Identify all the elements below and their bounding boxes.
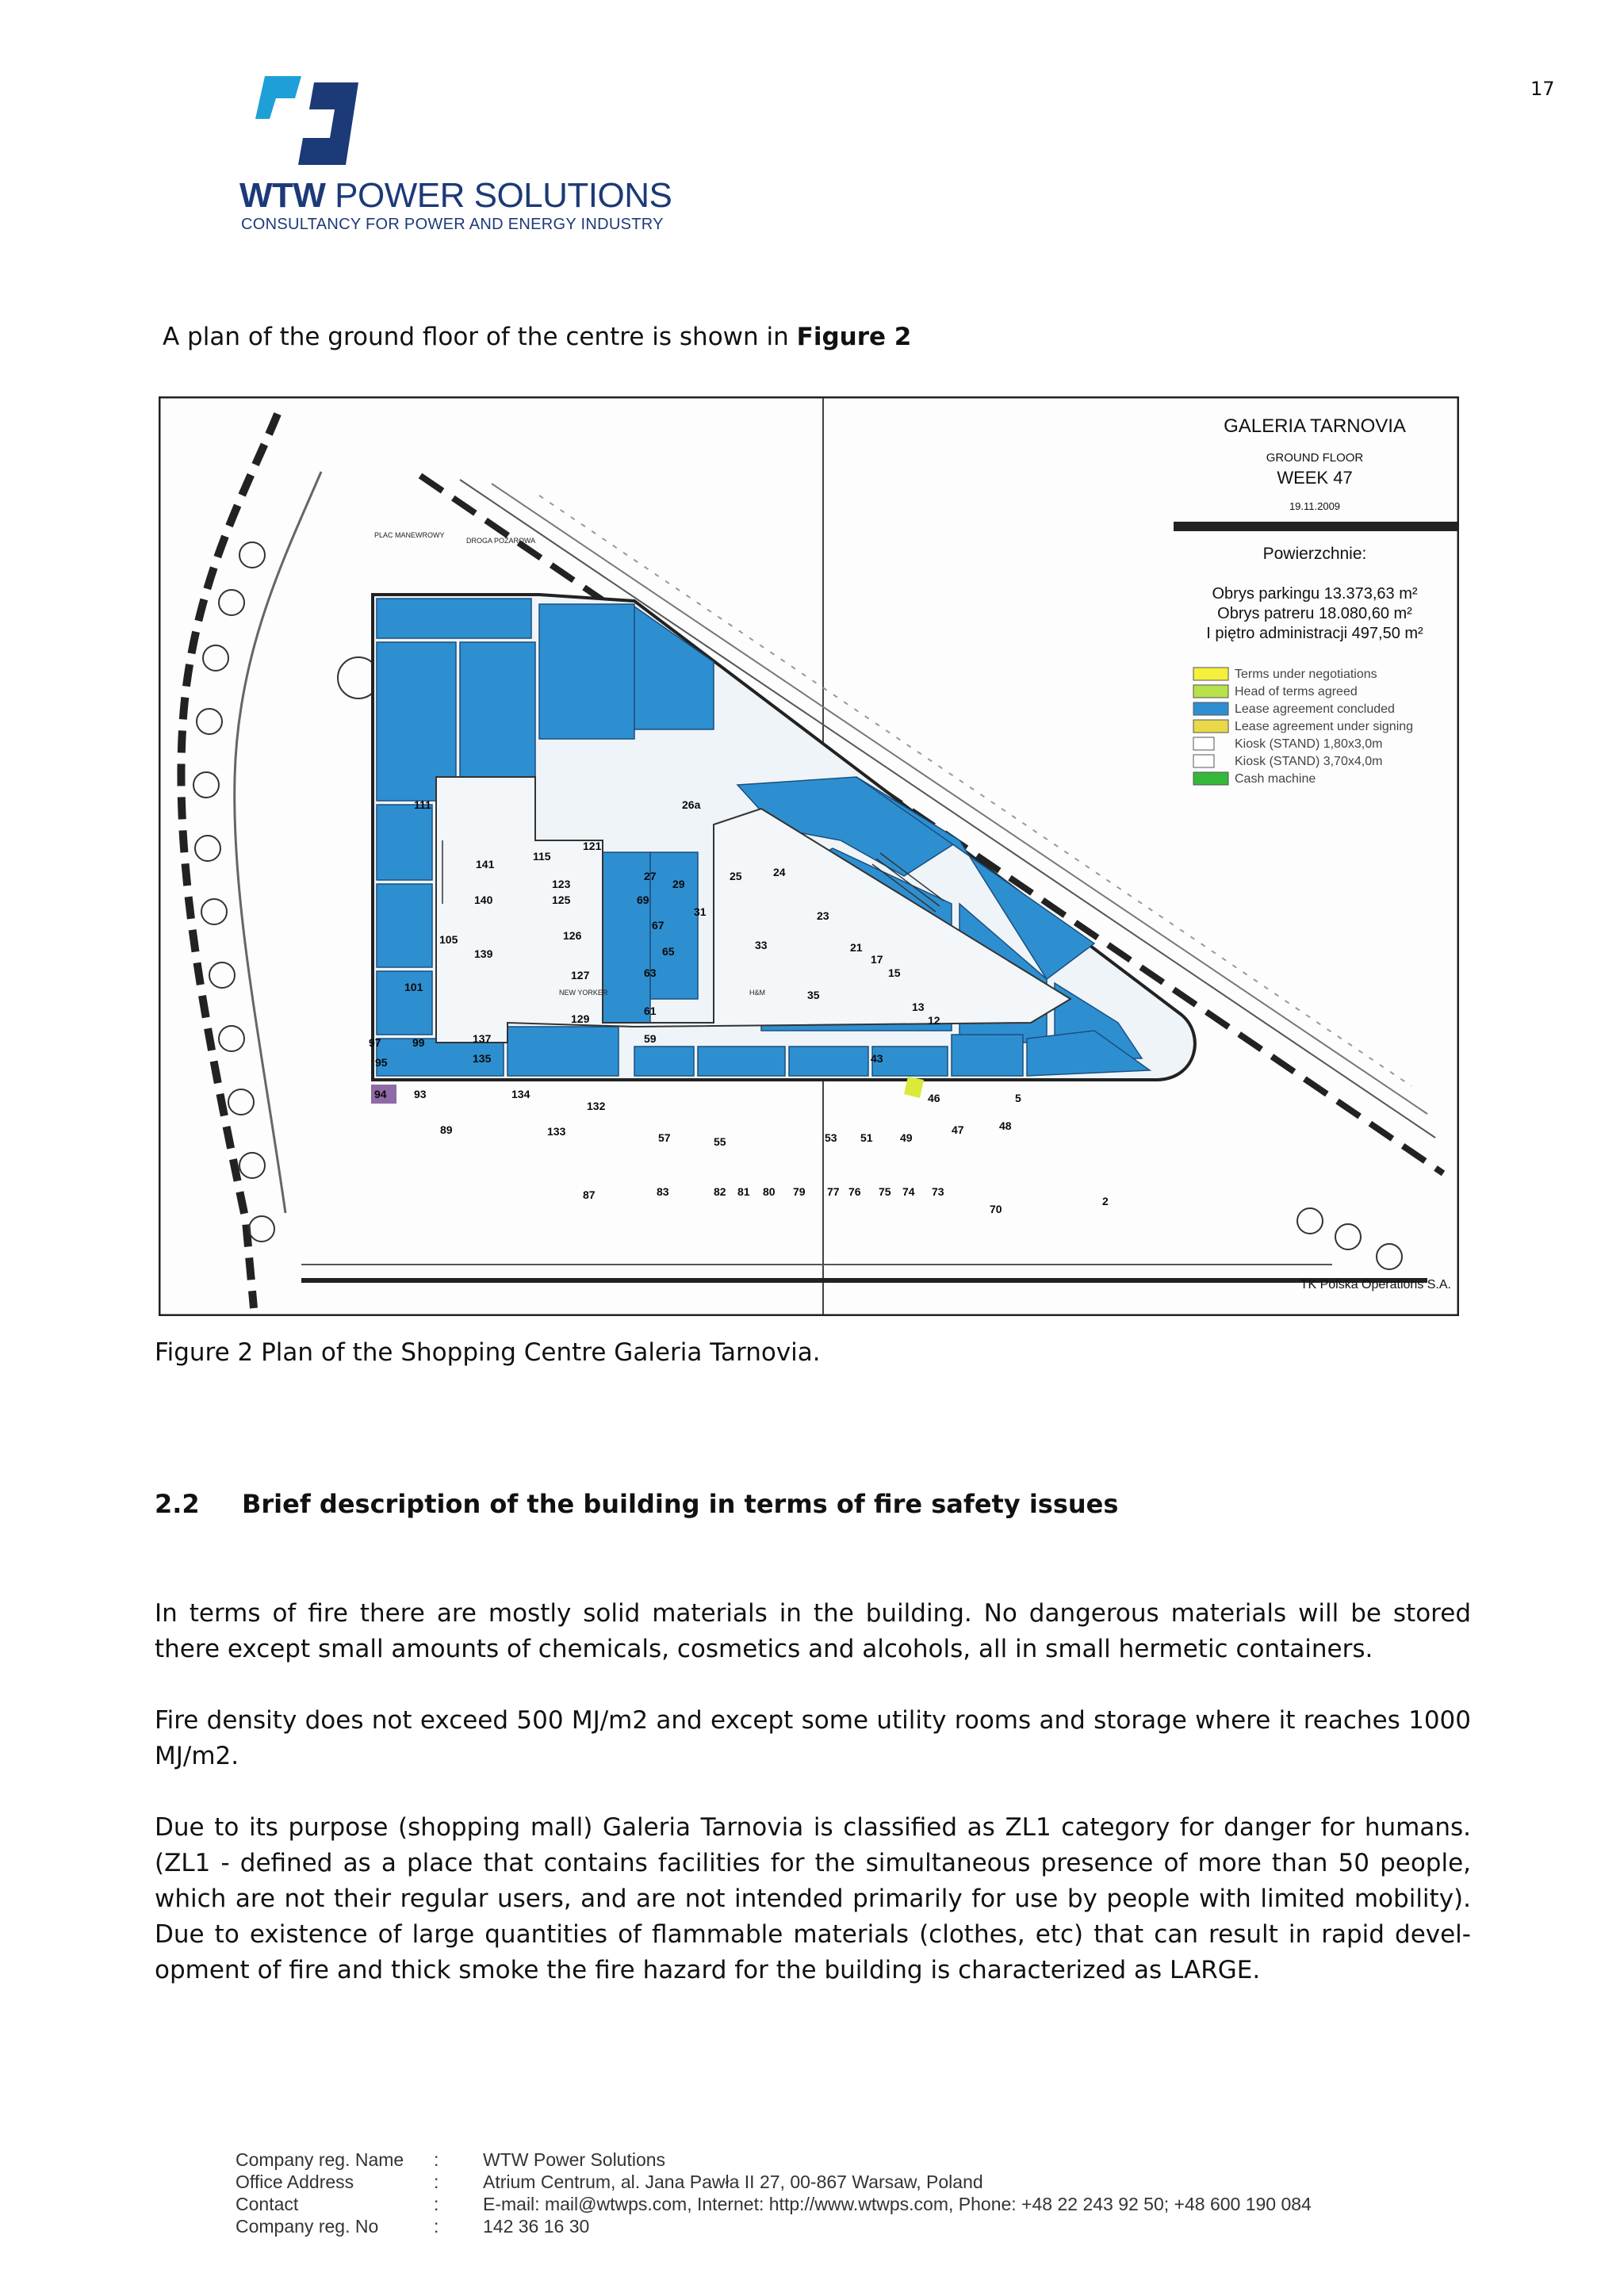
footer-label: Company reg. No bbox=[236, 2216, 379, 2237]
figure-reference: Figure 2 bbox=[796, 323, 912, 351]
plan-title: GALERIA TARNOVIA bbox=[1224, 415, 1406, 437]
footer-label: Contact bbox=[236, 2194, 299, 2214]
unit-label: 35 bbox=[807, 989, 820, 1001]
plan-company: TK Polska Operations S.A. bbox=[1300, 1278, 1451, 1292]
plan-date: 19.11.2009 bbox=[1289, 500, 1341, 512]
unit-label: 125 bbox=[552, 894, 571, 906]
intro-text: A plan of the ground floor of the centre is shown in Figure 2 bbox=[163, 323, 912, 351]
footer-separator: : bbox=[434, 2216, 439, 2237]
legend-swatch bbox=[1193, 737, 1214, 750]
unit-label: 77 bbox=[827, 1185, 840, 1198]
unit-label: 101 bbox=[404, 981, 423, 993]
unit-label: 94 bbox=[374, 1088, 387, 1100]
legend-swatch bbox=[1193, 702, 1228, 715]
wtw-logo-icon bbox=[255, 76, 358, 165]
footer-value: 142 36 16 30 bbox=[483, 2216, 590, 2237]
footer bbox=[236, 2149, 1425, 2244]
paragraph: Due to its purpose (shopping mall) Galeria Tarnovia is classified as ZL1 category for danger for humans. (ZL1 - defined as a place that contains facilities for the simultaneous presence of more than 50 people, which are not their regular users, and are not intended primarily for use by people with limited mobility). Due to existence of large quantities of flammable materials (clothes, etc) that can result in rapid devel-opment of fire and thick smoke the fire hazard for the building is characterized as LARGE. bbox=[155, 1813, 1471, 1984]
plan-label-newyorker: NEW YORKER bbox=[559, 989, 608, 997]
unit-label: 126 bbox=[563, 929, 582, 942]
plan-area-ground: Obrys patreru 18.080,60 m² bbox=[1217, 605, 1412, 622]
plan-area-parking: Obrys parkingu 13.373,63 m² bbox=[1212, 585, 1418, 603]
footer-value: Atrium Centrum, al. Jana Pawła II 27, 00-867 Warsaw, Poland bbox=[483, 2172, 983, 2192]
unit-label: 140 bbox=[474, 894, 493, 906]
unit-label: 87 bbox=[583, 1188, 596, 1201]
unit-label: 83 bbox=[657, 1185, 669, 1198]
unit-label: 46 bbox=[928, 1092, 940, 1104]
legend-label: Head of terms agreed bbox=[1235, 685, 1358, 698]
unit-label: 99 bbox=[412, 1036, 425, 1049]
unit-label: 48 bbox=[999, 1119, 1012, 1132]
unit-label: 95 bbox=[375, 1056, 388, 1069]
unit-label: 75 bbox=[879, 1185, 891, 1198]
unit-label: 17 bbox=[871, 953, 883, 966]
legend-swatch bbox=[1193, 668, 1228, 680]
unit-label: 73 bbox=[932, 1185, 944, 1198]
figure-caption: Figure 2 Plan of the Shopping Centre Galeria Tarnovia. bbox=[155, 1338, 821, 1367]
legend-swatch bbox=[1193, 720, 1228, 733]
unit-label: 132 bbox=[587, 1100, 606, 1112]
unit-label: 29 bbox=[672, 878, 685, 890]
unit-label: 47 bbox=[952, 1123, 964, 1136]
unit-label: 57 bbox=[658, 1131, 671, 1144]
plan-subtitle: GROUND FLOOR bbox=[1266, 451, 1364, 465]
unit-label: 2 bbox=[1102, 1195, 1109, 1207]
unit-label: 24 bbox=[773, 866, 786, 878]
unit-label: 74 bbox=[902, 1185, 915, 1198]
unit-label: 23 bbox=[817, 909, 829, 922]
unit-label: 31 bbox=[694, 905, 707, 918]
unit-label: 133 bbox=[547, 1125, 566, 1138]
plan-week: WEEK 47 bbox=[1277, 468, 1353, 488]
unit-label: 137 bbox=[473, 1032, 492, 1045]
legend-swatch bbox=[1193, 685, 1228, 698]
unit-label: 82 bbox=[714, 1185, 726, 1198]
unit-label: 76 bbox=[848, 1185, 861, 1198]
section-number: 2.2 bbox=[155, 1489, 200, 1519]
footer-separator: : bbox=[434, 2172, 439, 2192]
unit-label: 21 bbox=[850, 941, 863, 954]
legend-label: Lease agreement concluded bbox=[1235, 702, 1395, 716]
footer-value: E-mail: mail@wtwps.com, Internet: http://www.wtwps.com, Phone: +48 22 243 92 50; +48 600 190 084 bbox=[483, 2194, 1312, 2214]
legend-swatch bbox=[1193, 755, 1214, 767]
footer-separator: : bbox=[434, 2149, 439, 2170]
unit-label: 26a bbox=[682, 798, 701, 811]
unit-label: 61 bbox=[644, 1004, 657, 1017]
paragraph: In terms of fire there are mostly solid materials in the building. No dangerous materials will be stored there except small amounts of chemicals, cosmetics and alcohols, all in small hermetic containers. bbox=[155, 1599, 1471, 1663]
unit-label: 97 bbox=[369, 1036, 381, 1049]
legend-label: Cash machine bbox=[1235, 772, 1316, 786]
legend-label: Kiosk (STAND) 1,80x3,0m bbox=[1235, 737, 1383, 751]
unit-label: 135 bbox=[473, 1052, 492, 1065]
unit-label: 59 bbox=[644, 1032, 657, 1045]
logo-company-name: WTW POWER SOLUTIONS bbox=[239, 176, 672, 215]
floor-plan-figure bbox=[159, 396, 1459, 1316]
section-heading bbox=[155, 1489, 1118, 1519]
plan-areas-heading: Powierzchnie: bbox=[1262, 545, 1367, 563]
unit-label: 12 bbox=[928, 1014, 940, 1027]
footer-label: Company reg. Name bbox=[236, 2149, 404, 2170]
unit-label: 105 bbox=[439, 933, 458, 946]
unit-label: 43 bbox=[871, 1052, 883, 1065]
unit-label: 81 bbox=[737, 1185, 750, 1198]
unit-label: 13 bbox=[912, 1001, 925, 1013]
unit-label: 141 bbox=[476, 858, 495, 871]
unit-label: 25 bbox=[730, 870, 742, 882]
unit-label: 65 bbox=[662, 945, 675, 958]
plan-area-admin: I piętro administracji 497,50 m² bbox=[1206, 625, 1423, 642]
unit-label: 33 bbox=[755, 939, 768, 951]
unit-label: 115 bbox=[533, 850, 551, 863]
unit-label: 123 bbox=[552, 878, 571, 890]
unit-label: 5 bbox=[1015, 1092, 1021, 1104]
unit-label: 49 bbox=[900, 1131, 913, 1144]
unit-label: 127 bbox=[571, 969, 590, 982]
legend-label: Terms under negotiations bbox=[1235, 668, 1377, 681]
unit-label: 53 bbox=[825, 1131, 837, 1144]
plan-label-hm: H&M bbox=[749, 989, 765, 997]
footer-separator: : bbox=[434, 2194, 439, 2214]
plan-label-droga: DROGA POŻAROWA bbox=[466, 537, 536, 545]
unit-label: 129 bbox=[571, 1012, 590, 1025]
unit-label: 139 bbox=[474, 947, 493, 960]
unit-label: 79 bbox=[793, 1185, 806, 1198]
unit-label: 51 bbox=[860, 1131, 873, 1144]
legend-label: Lease agreement under signing bbox=[1235, 720, 1414, 733]
unit-label: 63 bbox=[644, 966, 657, 979]
unit-label: 134 bbox=[511, 1088, 530, 1100]
unit-label: 69 bbox=[637, 894, 649, 906]
unit-label: 55 bbox=[714, 1135, 726, 1148]
section-title: Brief description of the building in terms of fire safety issues bbox=[242, 1489, 1119, 1519]
logo-tagline: CONSULTANCY FOR POWER AND ENERGY INDUSTRY bbox=[241, 216, 664, 233]
paragraph: Fire density does not exceed 500 MJ/m2 and except some utility rooms and storage where it reaches 1000 MJ/m2. bbox=[155, 1706, 1471, 1770]
unit-label: 93 bbox=[414, 1088, 427, 1100]
footer-value: WTW Power Solutions bbox=[483, 2149, 666, 2170]
unit-label: 67 bbox=[652, 919, 665, 932]
unit-label: 70 bbox=[990, 1203, 1002, 1215]
unit-label: 89 bbox=[440, 1123, 453, 1136]
unit-label: 27 bbox=[644, 870, 657, 882]
unit-label: 15 bbox=[888, 966, 901, 979]
footer-label: Office Address bbox=[236, 2172, 354, 2192]
page-number: 17 bbox=[1530, 78, 1555, 100]
legend-swatch bbox=[1193, 772, 1228, 785]
unit-label: 111 bbox=[414, 798, 431, 811]
legend-label: Kiosk (STAND) 3,70x4,0m bbox=[1235, 755, 1383, 768]
unit-label: 121 bbox=[583, 840, 602, 852]
plan-label-plac: PLAC MANEWROWY bbox=[374, 531, 445, 539]
unit-label: 80 bbox=[763, 1185, 776, 1198]
